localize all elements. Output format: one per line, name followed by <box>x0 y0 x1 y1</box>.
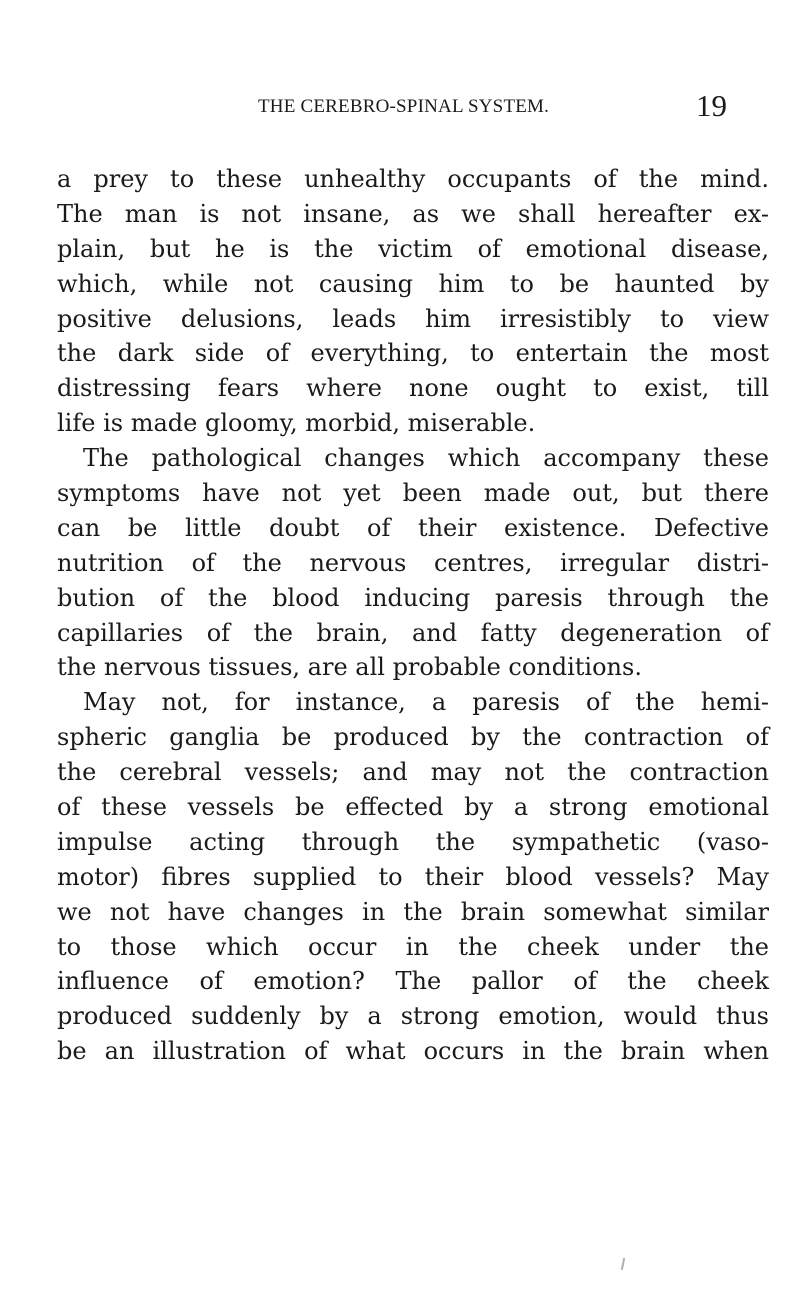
page-number: 19 <box>696 88 727 123</box>
text-line: symptoms have not yet been made out, but there <box>57 479 769 508</box>
text-line: bution of the blood inducing paresis through the <box>57 583 769 612</box>
text-line: The man is not insane, as we shall hereafter ex- <box>57 199 769 228</box>
text-line: the cerebral vessels; and may not the contraction <box>57 758 769 787</box>
text-line: distressing fears where none ought to exist, till <box>57 374 769 403</box>
text-line: May not, for instance, a paresis of the hemi- <box>83 688 769 717</box>
running-head <box>0 88 800 128</box>
text-line: positive delusions, leads him irresistibly to view <box>57 304 769 333</box>
text-line: produced suddenly by a strong emotion, would thus <box>57 1002 769 1031</box>
body-text <box>57 162 769 1069</box>
text-line: plain, but he is the victim of emotional disease, <box>57 234 769 263</box>
stray-ink-mark <box>621 1258 625 1270</box>
text-line: a prey to these unhealthy occupants of the mind. <box>57 165 769 193</box>
text-line: the dark side of everything, to entertain the most <box>57 339 769 368</box>
text-line: of these vessels be effected by a strong emotional <box>57 793 769 822</box>
text-line: influence of emotion? The pallor of the cheek <box>57 967 769 996</box>
text-line: life is made gloomy, morbid, miserable. <box>57 409 536 438</box>
text-line: be an illustration of what occurs in the brain when <box>57 1037 769 1066</box>
text-line: The pathological changes which accompany these <box>83 444 769 473</box>
running-title: THE CEREBRO-SPINAL SYSTEM. <box>258 96 550 117</box>
text-line: spheric ganglia be produced by the contraction of <box>57 723 769 752</box>
text-line: can be little doubt of their existence. Defective <box>57 513 769 542</box>
text-line: which, while not causing him to be haunted by <box>57 269 769 298</box>
text-line: motor) fibres supplied to their blood vessels? May <box>57 862 769 891</box>
text-line: impulse acting through the sympathetic (vaso- <box>57 827 769 856</box>
text-line: the nervous tissues, are all probable conditions. <box>57 653 642 682</box>
text-line: we not have changes in the brain somewhat similar <box>57 897 769 926</box>
text-line: nutrition of the nervous centres, irregular distri- <box>57 548 769 577</box>
text-line: to those which occur in the cheek under the <box>57 932 769 961</box>
text-line: capillaries of the brain, and fatty degeneration of <box>57 618 769 647</box>
